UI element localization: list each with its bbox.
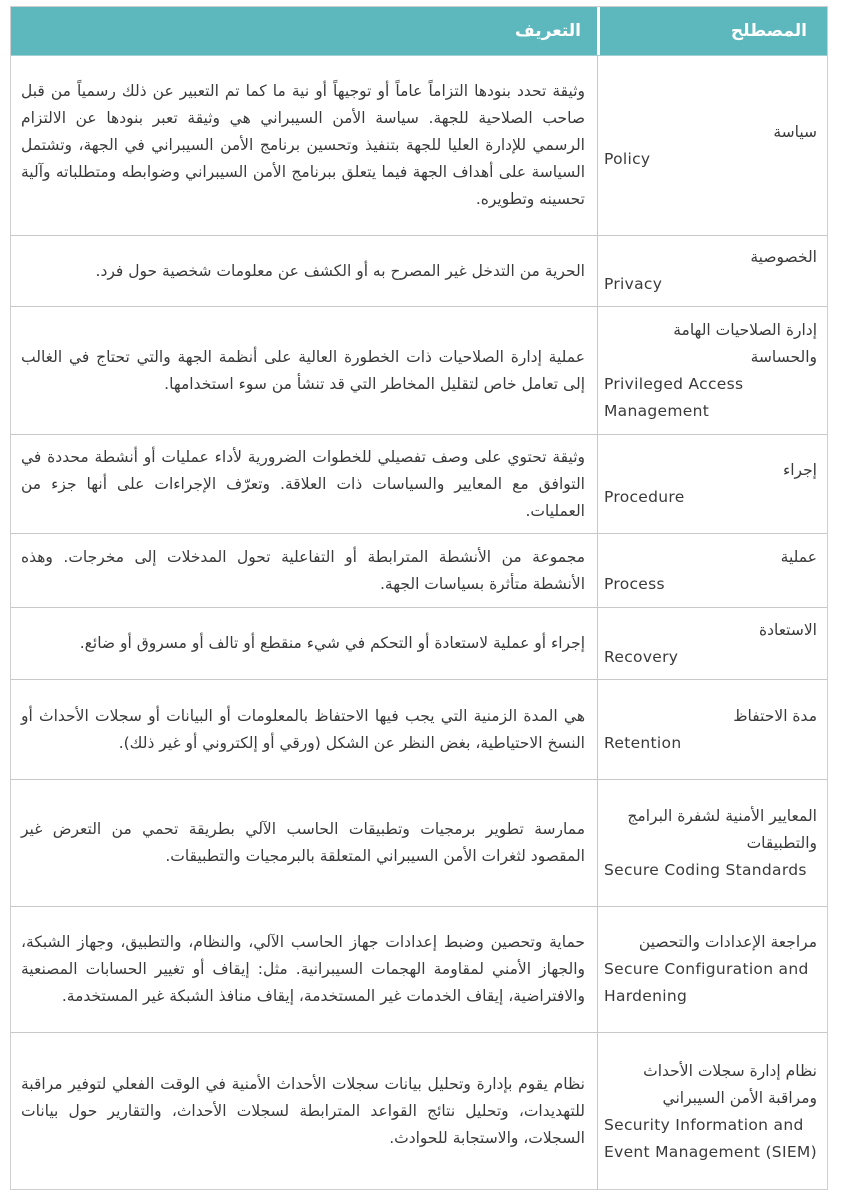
term-arabic: إجراء <box>782 461 817 479</box>
term-cell <box>597 236 827 306</box>
term-arabic: مراجعة الإعدادات والتحصين <box>638 933 817 951</box>
term-arabic: سياسة <box>773 122 817 141</box>
table-row <box>11 780 827 907</box>
term-english: Security Information and Event Management (SIEM) <box>604 1115 817 1161</box>
definition-text: حماية وتحصين وضبط إعدادات جهاز الحاسب الآلي، والنظام، والتطبيق، وجهاز الشبكة، والجهاز الأمني لمقاومة الهجمات السيبرانية. مثل: إيقاف أو تغيير الحسابات المصنعية والافتراضية، إيقاف الخدمات غير المستخدمة، إيقاف منافذ الشبكة غير المستخدمة. <box>21 933 585 1005</box>
table-row <box>11 534 827 608</box>
definition-text: عملية إدارة الصلاحيات ذات الخطورة العالية على أنظمة الجهة والتي تحتاج في الغالب إلى تعامل خاص لتقليل المخاطر التي قد تنشأ من سوء استخدامها. <box>21 347 585 393</box>
term-arabic: عملية <box>780 547 817 566</box>
definition-text: مجموعة من الأنشطة المترابطة أو التفاعلية تحول المدخلات إلى مخرجات. وهذه الأنشطة متأثرة بسياسات الجهة. <box>21 547 585 593</box>
term-english: Privileged Access Management <box>604 374 744 420</box>
term-arabic: نظام إدارة سجلات الأحداث ومراقبة الأمن السيبراني <box>643 1061 817 1107</box>
table-row <box>11 608 827 680</box>
term-english: Secure Configuration and Hardening <box>604 960 809 1005</box>
term-english: Policy <box>604 149 651 168</box>
term-cell <box>597 680 827 779</box>
term-cell <box>597 608 827 679</box>
definition-cell <box>11 236 597 306</box>
definition-cell <box>11 534 597 607</box>
glossary-table <box>10 6 828 1190</box>
definition-text: وثيقة تحتوي على وصف تفصيلي للخطوات الضرورية لأداء عمليات أو أنشطة محددة في التوافق مع المعايير والسياسات ذات العلاقة. وتعرّف الإجراءات على أنها جزء من العمليات. <box>21 447 585 520</box>
table-header <box>11 7 827 56</box>
definition-text: نظام يقوم بإدارة وتحليل بيانات سجلات الأحداث الأمنية في الوقت الفعلي لتوفير مراقبة للتهديدات، وتحليل نتائج القواعد المترابطة لسجلات الأحداث، والتقارير حول بيانات السجلات، والاستجابة للحوادث. <box>21 1075 585 1147</box>
definition-cell <box>11 1033 597 1190</box>
term-english: Privacy <box>604 275 663 293</box>
term-cell <box>597 1033 827 1190</box>
term-arabic: المعايير الأمنية لشفرة البرامج والتطبيقات <box>627 806 817 852</box>
term-cell <box>597 435 827 533</box>
term-cell <box>597 907 827 1032</box>
term-english: Recovery <box>604 647 679 666</box>
term-arabic: مدة الاحتفاظ <box>733 706 817 725</box>
definition-cell <box>11 907 597 1032</box>
definition-cell <box>11 608 597 679</box>
definition-cell <box>11 780 597 906</box>
table-row <box>11 236 827 307</box>
definition-column-header: التعريف <box>515 21 581 41</box>
table-row <box>11 907 827 1033</box>
definition-text: وثيقة تحدد بنودها التزاماً عاماً أو توجيهاً أو نية ما كما تم التعبير عن ذلك رسمياً من قبل صاحب الصلاحية للجهة. سياسة الأمن السيبراني هي وثيقة تعبر بنودها عن الالتزام الرسمي للإدارة العليا للجهة بتنفيذ وتحسين برنامج الأمن السيبراني في الجهة، وتشتمل السياسة على أهداف الجهة فيما يتعلق ببرنامج الأمن السيبراني وضوابطه ومتطلباته وآلية تحسينه وتطويره. <box>21 82 585 208</box>
definition-cell <box>11 56 597 235</box>
term-english: Secure Coding Standards <box>604 860 807 879</box>
term-arabic: الاستعادة <box>758 620 817 639</box>
term-arabic: إدارة الصلاحيات الهامة والحساسة <box>673 320 817 366</box>
definition-cell <box>11 435 597 533</box>
term-arabic: الخصوصية <box>750 248 817 266</box>
table-row <box>11 435 827 534</box>
term-cell <box>597 780 827 906</box>
definition-text: الحرية من التدخل غير المصرح به أو الكشف عن معلومات شخصية حول فرد. <box>95 261 585 280</box>
definition-text: إجراء أو عملية لاستعادة أو التحكم في شيء منقطع أو تالف أو مسروق أو ضائع. <box>79 634 585 652</box>
term-english: Retention <box>604 733 682 752</box>
term-column-header: المصطلح <box>597 7 827 55</box>
term-english: Procedure <box>604 488 685 506</box>
term-cell <box>597 307 827 434</box>
term-cell <box>597 534 827 607</box>
table-row <box>11 680 827 780</box>
term-cell <box>597 56 827 235</box>
definition-cell <box>11 680 597 779</box>
definition-cell <box>11 307 597 434</box>
table-row <box>11 1033 827 1190</box>
table-row <box>11 56 827 236</box>
definition-text: هي المدة الزمنية التي يجب فيها الاحتفاظ بالمعلومات أو البيانات أو سجلات الأحداث أو النسخ الاحتياطية، بغض النظر عن الشكل (ورقي أو إلكتروني أو غير ذلك). <box>21 706 585 752</box>
term-english: Process <box>604 574 665 593</box>
table-row <box>11 307 827 435</box>
definition-text: ممارسة تطوير برمجيات وتطبيقات الحاسب الآلي بطريقة تحمي من التعرض غير المقصود لثغرات الأمن السيبراني المتعلقة بالبرمجيات والتطبيقات. <box>21 820 585 865</box>
